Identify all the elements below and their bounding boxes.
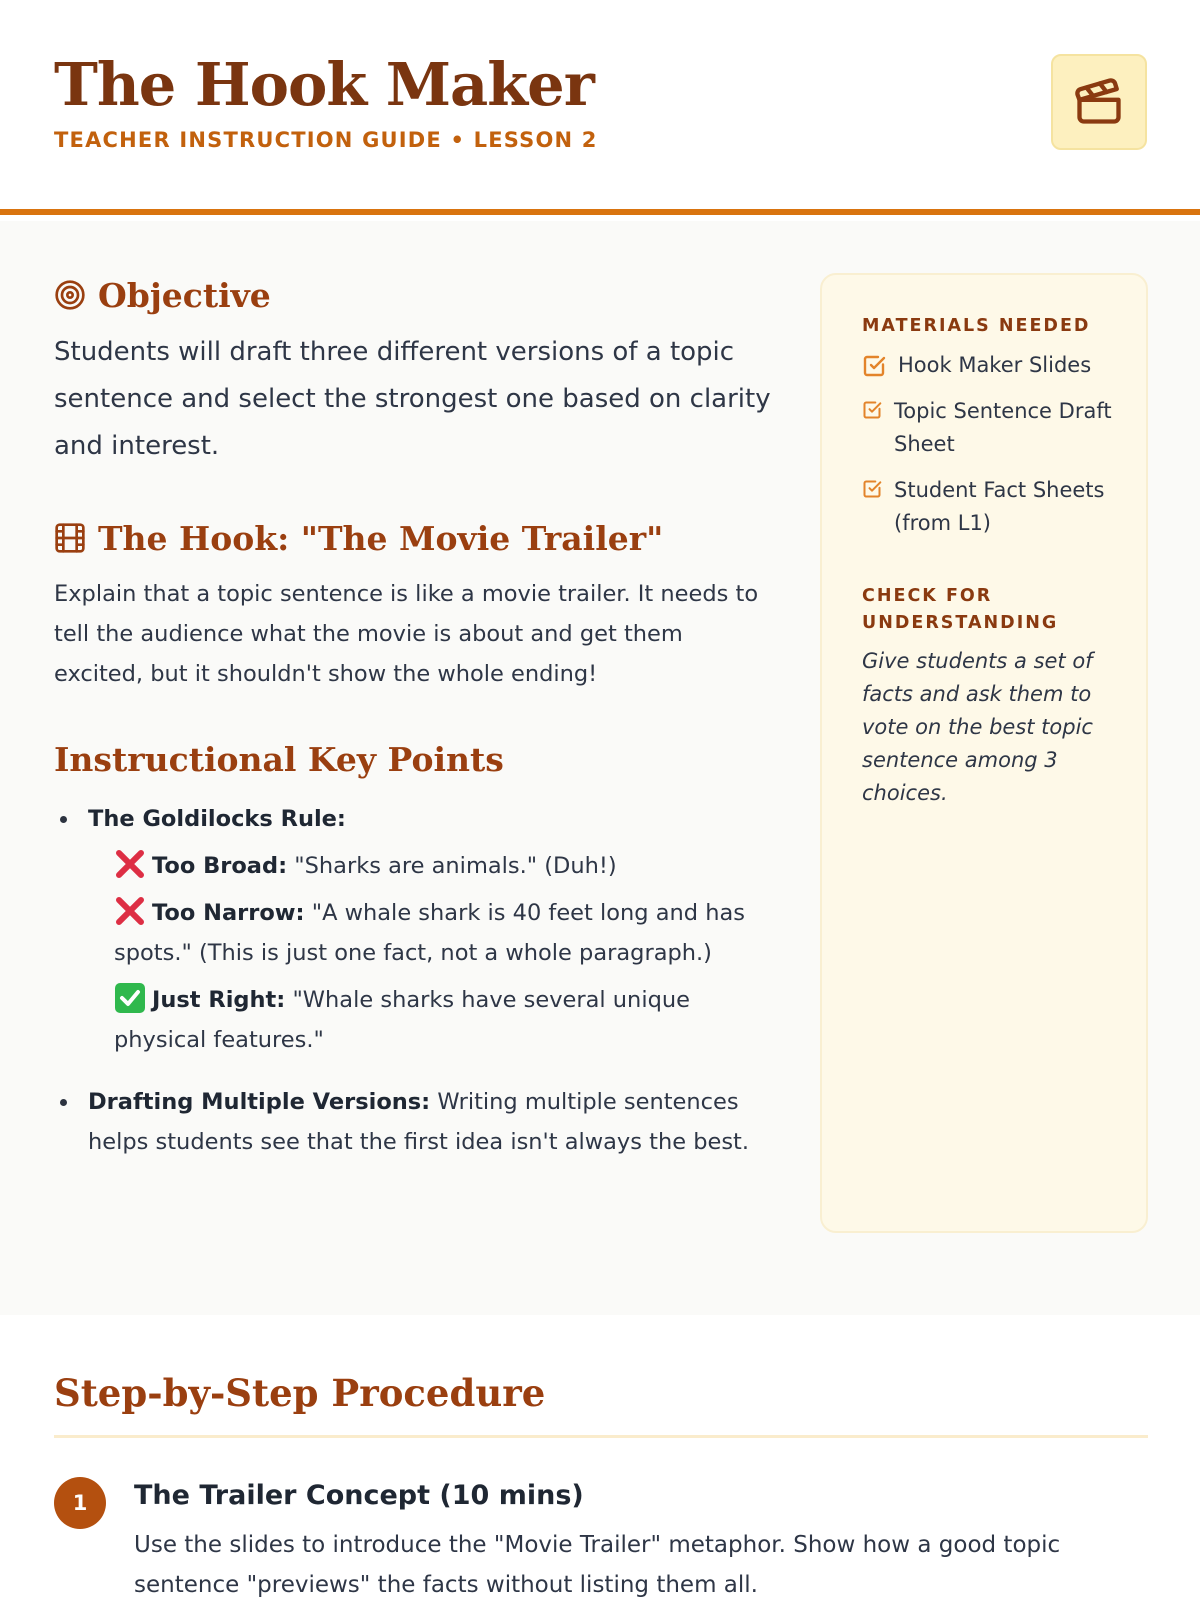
key-points-list <box>54 799 774 1162</box>
material-label: Student Fact Sheets (from L1) <box>894 478 1105 535</box>
list-item <box>54 799 774 1060</box>
just-right-text: "Whale sharks have several unique physical features." <box>114 987 690 1053</box>
list-item <box>54 1082 774 1162</box>
target-icon <box>54 279 86 311</box>
film-icon <box>54 522 86 554</box>
procedure-section <box>0 1315 1200 1600</box>
hook-heading-text: The Hook: "The Movie Trailer" <box>98 518 664 558</box>
step-description: Use the slides to introduce the "Movie Trailer" metaphor. Show how a good topic sentence "previews" the facts without listing them all. <box>134 1532 1061 1598</box>
step-number-badge: 1 <box>54 1477 106 1529</box>
objective-heading <box>54 273 774 317</box>
goldilocks-examples <box>88 846 774 1060</box>
checkbox-checked-icon <box>862 479 882 499</box>
clapperboard-icon <box>1073 76 1125 128</box>
key-points-heading: Instructional Key Points <box>54 739 504 779</box>
material-label: Hook Maker Slides <box>898 353 1092 377</box>
page-subtitle: TEACHER INSTRUCTION GUIDE • LESSON 2 <box>54 128 598 152</box>
materials-heading: MATERIALS NEEDED <box>862 316 1091 336</box>
too-broad-label: Too Broad: <box>152 853 288 879</box>
list-item <box>862 474 1112 540</box>
main-column <box>54 273 774 1162</box>
materials-list <box>862 349 1112 540</box>
list-item <box>114 846 774 886</box>
just-right-label: Just Right: <box>152 987 286 1013</box>
drafting-text: Writing multiple sentences helps students see that the first idea isn't always the best. <box>88 1089 750 1155</box>
list-item <box>862 395 1112 461</box>
hook-text: Explain that a topic sentence is like a movie trailer. It needs to tell the audience what the movie is about and get them excited, but it shouldn't show the whole ending! <box>54 581 759 687</box>
too-narrow-label: Too Narrow: <box>152 900 305 926</box>
list-item <box>114 893 774 973</box>
check-for-understanding-text: Give students a set of facts and ask them to vote on the best topic sentence among 3 choices. <box>862 649 1093 805</box>
material-label: Topic Sentence Draft Sheet <box>894 399 1112 456</box>
page-header <box>0 0 1200 215</box>
sidebar-panel <box>820 273 1148 1233</box>
objective-text: Students will draft three different versions of a topic sentence and select the strongest one based on clarity and interest. <box>54 337 771 461</box>
checkbox-checked-icon <box>862 400 882 420</box>
procedure-heading: Step-by-Step Procedure <box>54 1371 546 1415</box>
cross-mark-icon <box>114 849 146 879</box>
drafting-label: Drafting Multiple Versions: <box>88 1089 431 1115</box>
check-for-understanding-heading: CHECK FOR UNDERSTANDING <box>862 586 1059 633</box>
too-narrow-text: "A whale shark is 40 feet long and has spots." (This is just one fact, not a whole paragraph.) <box>114 900 745 966</box>
divider <box>54 1435 1148 1438</box>
page-title: The Hook Maker <box>54 50 594 119</box>
list-item <box>114 980 774 1060</box>
list-item <box>862 349 1112 382</box>
logo-badge <box>1051 54 1147 150</box>
objective-heading-text: Objective <box>98 275 271 315</box>
hook-heading <box>54 516 774 560</box>
cross-mark-icon <box>114 896 146 926</box>
goldilocks-label: The Goldilocks Rule: <box>88 806 346 832</box>
too-broad-text: "Sharks are animals." (Duh!) <box>294 853 617 879</box>
check-mark-button-icon <box>114 983 146 1013</box>
lesson-overview <box>0 221 1200 1315</box>
step-title: The Trailer Concept (10 mins) <box>134 1480 584 1511</box>
checkbox-checked-icon <box>862 354 886 378</box>
